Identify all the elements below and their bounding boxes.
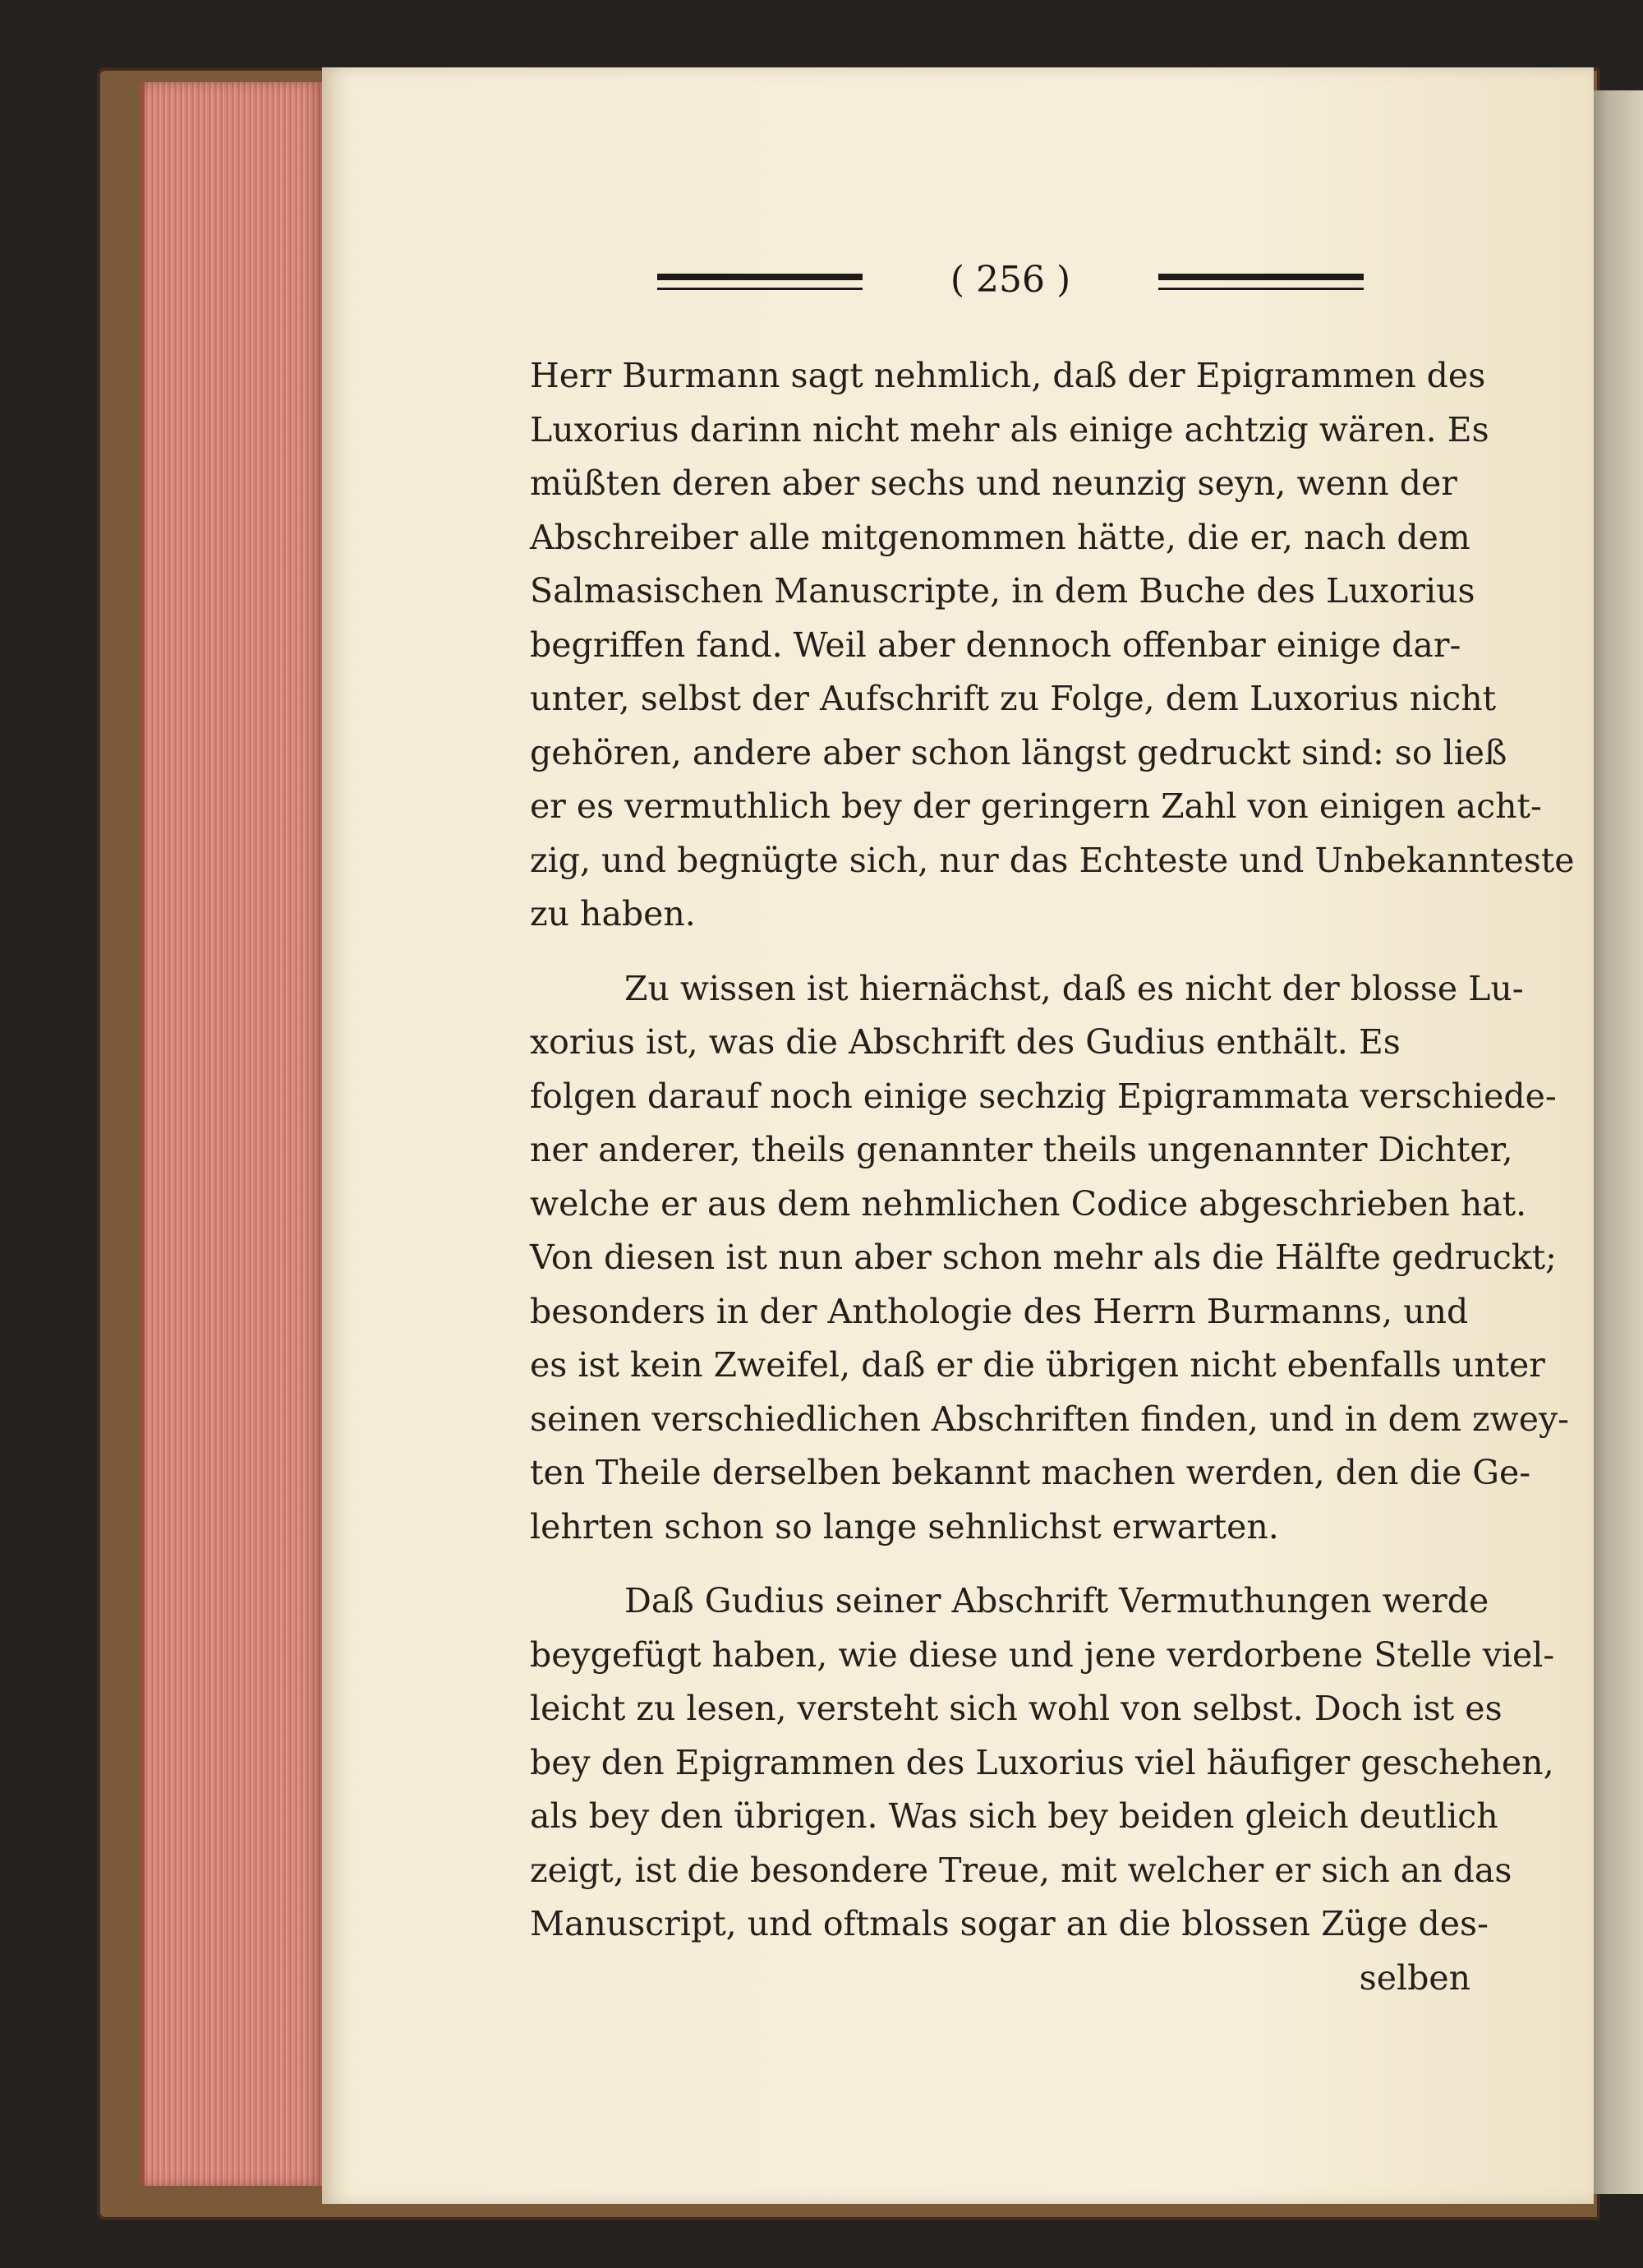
text-line: zig, und begnügte sich, nur das Echteste und Unbekannteste — [530, 840, 1575, 880]
text-line: er es vermuthlich bey der geringern Zahl von einigen acht- — [530, 786, 1542, 826]
page-edges — [140, 82, 327, 2186]
text-line: ner anderer, theils genannter theils ungenannter Dichter, — [530, 1130, 1513, 1169]
text-line: zu haben. — [530, 894, 696, 933]
text-line: besonders in der Anthologie des Herrn Burmanns, und — [530, 1291, 1469, 1331]
text-line: Von diesen ist nun aber schon mehr als die Hälfte gedruckt; — [530, 1238, 1557, 1277]
text-line: beygefügt haben, wie diese und jene verdorbene Stelle viel- — [530, 1634, 1555, 1675]
text-line: seinen verschiedlichen Abschriften finden, und in dem zwey- — [530, 1399, 1569, 1439]
text-line: folgen darauf noch einige sechzig Epigrammata verschiede- — [530, 1076, 1557, 1116]
text-line: Salmasischen Manuscripte, in dem Buche des Luxorius — [530, 571, 1475, 611]
paragraph-1 — [530, 349, 1575, 942]
facing-page-edge — [1585, 90, 1643, 2194]
text-line: Herr Burmann sagt nehmlich, daß der Epigrammen des — [530, 356, 1486, 395]
text-line: xorius ist, was die Abschrift des Gudius enthält. Es — [530, 1022, 1401, 1062]
paragraph-2 — [530, 962, 1569, 1555]
text-line: begriffen fand. Weil aber dennoch offenbar einige dar- — [530, 625, 1461, 665]
text-line: Abschreiber alle mitgenommen hätte, die er, nach dem — [530, 517, 1470, 557]
text-line: Daß Gudius seiner Abschrift Vermuthungen werde — [624, 1581, 1489, 1620]
header-rule-left — [657, 274, 863, 290]
text-line: leicht zu lesen, versteht sich wohl von selbst. Doch ist es — [530, 1689, 1503, 1728]
header-rule-right — [1158, 274, 1364, 290]
page-number: ( 256 ) — [950, 259, 1071, 301]
body-text — [530, 349, 1575, 2005]
paragraph-3 — [530, 1574, 1555, 1952]
text-line: bey den Epigrammen des Luxorius viel häufiger geschehen, — [530, 1742, 1554, 1782]
catchword: selben — [1359, 1957, 1470, 1998]
text-line: als bey den übrigen. Was sich bey beiden gleich deutlich — [530, 1796, 1498, 1836]
text-line: müßten deren aber sechs und neunzig seyn, wenn der — [530, 463, 1457, 503]
text-line: Luxorius darinn nicht mehr als einige achtzig wären. Es — [530, 409, 1489, 449]
text-line: Zu wissen ist hiernächst, daß es nicht der blosse Lu- — [624, 968, 1524, 1008]
text-line: welche er aus dem nehmlichen Codice abgeschrieben hat. — [530, 1183, 1527, 1224]
text-line: gehören, andere aber schon längst gedruckt sind: so ließ — [530, 732, 1507, 772]
text-line: Manuscript, und oftmals sogar an die blossen Züge des- — [530, 1904, 1489, 1943]
text-line: es ist kein Zweifel, daß er die übrigen nicht ebenfalls unter — [530, 1345, 1545, 1385]
text-line: unter, selbst der Aufschrift zu Folge, dem Luxorius nicht — [530, 679, 1497, 718]
text-line: ten Theile derselben bekannt machen werden, den die Ge- — [530, 1453, 1531, 1492]
text-line: lehrten schon so lange sehnlichst erwarten. — [530, 1506, 1279, 1547]
page-header — [649, 259, 1372, 316]
text-line: zeigt, ist die besondere Treue, mit welcher er sich an das — [530, 1850, 1512, 1890]
